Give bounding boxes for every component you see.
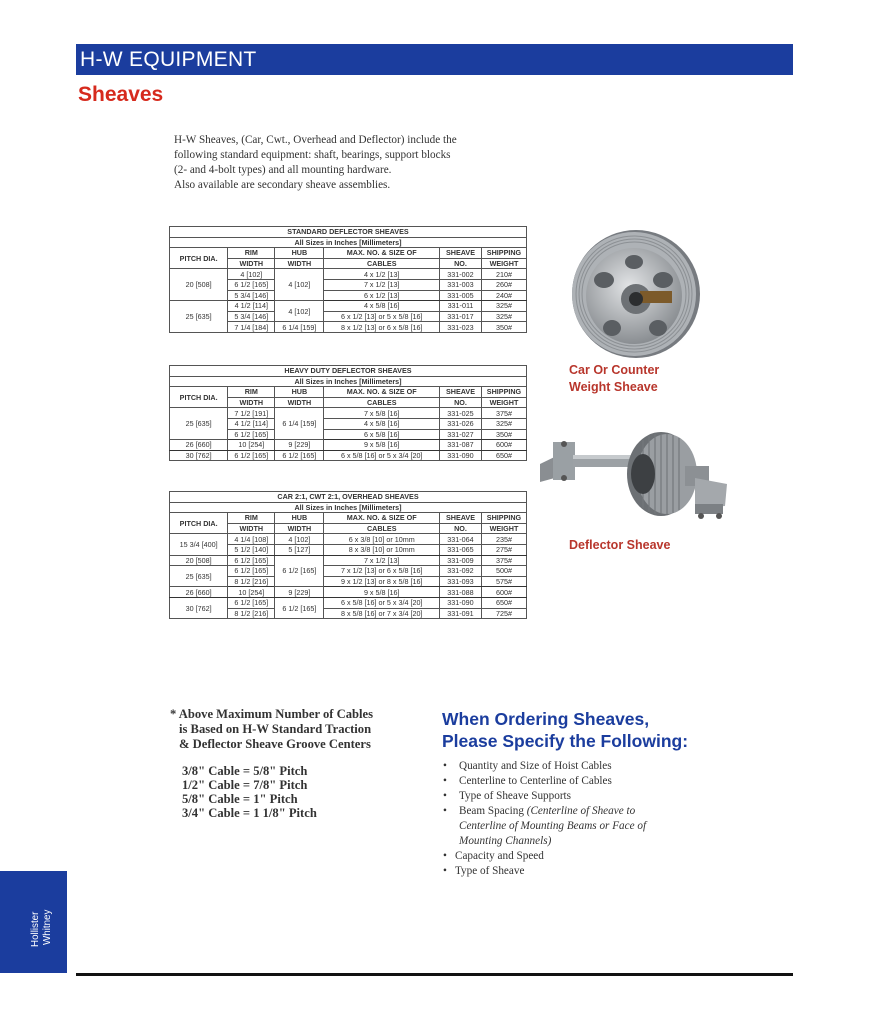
table-subtitle: All Sizes in Inches [Millimeters] bbox=[170, 237, 527, 248]
cell-cables: 7 x 1/2 [13] or 6 x 5/8 [16] bbox=[324, 566, 440, 577]
col-header-shipping-2: WEIGHT bbox=[481, 523, 526, 534]
cell-weight: 500# bbox=[481, 566, 526, 577]
col-header-shipping: SHIPPING bbox=[481, 513, 526, 524]
cell-cables: 9 x 5/8 [16] bbox=[324, 440, 440, 451]
cell-sheave-no: 331-009 bbox=[440, 555, 482, 566]
table-title: CAR 2:1, CWT 2:1, OVERHEAD SHEAVES bbox=[170, 492, 527, 503]
col-header-pitch: PITCH DIA. bbox=[170, 513, 228, 534]
deflector-sheave-image bbox=[535, 418, 730, 530]
car-cwt-overhead-table bbox=[169, 491, 527, 619]
cell-rim: 6 1/2 [165] bbox=[228, 555, 275, 566]
cell-sheave-no: 331-093 bbox=[440, 576, 482, 587]
list-item: • Capacity and Speed bbox=[442, 849, 646, 864]
col-header-shipping: SHIPPING bbox=[481, 387, 526, 398]
list-item: • Quantity and Size of Hoist Cables bbox=[442, 759, 646, 774]
cell-rim: 6 1/2 [165] bbox=[228, 450, 275, 461]
cell-weight: 600# bbox=[481, 587, 526, 598]
cell-pitch: 25 [635] bbox=[170, 566, 228, 587]
col-header-rim: RIM bbox=[228, 248, 275, 259]
cell-cables: 4 x 1/2 [13] bbox=[324, 269, 440, 280]
car-sheave-caption bbox=[569, 362, 659, 396]
col-header-hub: HUB bbox=[275, 387, 324, 398]
cell-weight: 325# bbox=[481, 418, 526, 429]
intro-line: Also available are secondary sheave assemblies. bbox=[174, 179, 391, 191]
cell-cables: 6 x 3/8 [10] or 10mm bbox=[324, 534, 440, 545]
list-item: • Centerline to Centerline of Cables bbox=[442, 774, 646, 789]
cell-sheave-no: 331-091 bbox=[440, 608, 482, 619]
ordering-list bbox=[442, 759, 646, 879]
list-item-detail: (Centerline of Sheave to bbox=[526, 805, 636, 817]
caption-line: Car Or Counter bbox=[569, 363, 660, 377]
cell-hub: 6 1/2 [165] bbox=[275, 597, 324, 618]
cell-weight: 240# bbox=[481, 290, 526, 301]
cell-hub: 4 [102] bbox=[275, 534, 324, 545]
cell-sheave-no: 331-090 bbox=[440, 450, 482, 461]
cell-cables: 7 x 5/8 [16] bbox=[324, 408, 440, 419]
cable-footnote bbox=[170, 707, 373, 752]
cell-weight: 600# bbox=[481, 440, 526, 451]
table-row bbox=[170, 301, 527, 312]
pitch-line: 3/8" Cable = 5/8" Pitch bbox=[182, 764, 308, 778]
col-header-pitch: PITCH DIA. bbox=[170, 387, 228, 408]
cell-rim: 4 1/2 [114] bbox=[228, 418, 275, 429]
cell-rim: 10 [254] bbox=[228, 587, 275, 598]
table-row bbox=[170, 566, 527, 577]
ordering-title-line: Please Specify the Following: bbox=[442, 731, 689, 751]
cell-rim: 6 1/2 [165] bbox=[228, 279, 275, 290]
cell-rim: 7 1/4 [184] bbox=[228, 322, 275, 333]
cell-weight: 260# bbox=[481, 279, 526, 290]
pitch-line: 1/2" Cable = 7/8" Pitch bbox=[182, 778, 308, 792]
cell-rim: 10 [254] bbox=[228, 440, 275, 451]
cell-cables: 7 x 1/2 [13] bbox=[324, 555, 440, 566]
cell-sheave-no: 331-003 bbox=[440, 279, 482, 290]
col-header-cables-2: CABLES bbox=[324, 523, 440, 534]
cell-hub: 6 1/2 [165] bbox=[275, 555, 324, 587]
cell-pitch: 15 3/4 [400] bbox=[170, 534, 228, 555]
col-header-pitch: PITCH DIA. bbox=[170, 248, 228, 269]
table-title: HEAVY DUTY DEFLECTOR SHEAVES bbox=[170, 366, 527, 377]
intro-paragraph bbox=[174, 133, 534, 193]
page-subtitle: Sheaves bbox=[78, 83, 164, 106]
cell-cables: 6 x 1/2 [13] bbox=[324, 290, 440, 301]
col-header-cables: MAX. NO. & SIZE OF bbox=[324, 248, 440, 259]
col-header-rim-2: WIDTH bbox=[228, 258, 275, 269]
table-row bbox=[170, 440, 527, 451]
list-item: • Type of Sheave bbox=[442, 864, 646, 879]
cell-weight: 350# bbox=[481, 429, 526, 440]
cell-sheave-no: 331-090 bbox=[440, 597, 482, 608]
cell-sheave-no: 331-026 bbox=[440, 418, 482, 429]
cell-sheave-no: 331-092 bbox=[440, 566, 482, 577]
cell-rim: 6 1/2 [165] bbox=[228, 566, 275, 577]
col-header-hub-2: WIDTH bbox=[275, 523, 324, 534]
list-item: • Type of Sheave Supports bbox=[442, 789, 646, 804]
col-header-rim: RIM bbox=[228, 387, 275, 398]
cell-hub: 4 [102] bbox=[275, 301, 324, 322]
col-header-sheave-2: NO. bbox=[440, 523, 482, 534]
cell-rim: 6 1/2 [165] bbox=[228, 429, 275, 440]
col-header-cables-2: CABLES bbox=[324, 397, 440, 408]
side-tab bbox=[0, 871, 67, 973]
ordering-title bbox=[442, 708, 688, 752]
cell-pitch: 26 [660] bbox=[170, 587, 228, 598]
cable-pitch-list bbox=[182, 764, 317, 820]
intro-line: (2- and 4-bolt types) and all mounting hardware. bbox=[174, 164, 392, 176]
cell-weight: 575# bbox=[481, 576, 526, 587]
ordering-title-line: When Ordering Sheaves, bbox=[442, 709, 650, 729]
cell-weight: 275# bbox=[481, 544, 526, 555]
cell-pitch: 26 [660] bbox=[170, 440, 228, 451]
col-header-sheave: SHEAVE bbox=[440, 513, 482, 524]
list-item: • Beam Spacing (Centerline of Sheave to bbox=[442, 804, 646, 819]
cell-sheave-no: 331-064 bbox=[440, 534, 482, 545]
cell-rim: 5 3/4 [146] bbox=[228, 290, 275, 301]
cell-weight: 650# bbox=[481, 450, 526, 461]
cell-hub: 6 1/4 [159] bbox=[275, 322, 324, 333]
col-header-rim-2: WIDTH bbox=[228, 523, 275, 534]
cell-weight: 650# bbox=[481, 597, 526, 608]
cell-pitch: 30 [762] bbox=[170, 450, 228, 461]
col-header-sheave-2: NO. bbox=[440, 258, 482, 269]
cell-rim: 8 1/2 [216] bbox=[228, 576, 275, 587]
header-bar bbox=[76, 44, 793, 75]
cell-rim: 4 [102] bbox=[228, 269, 275, 280]
cell-pitch: 25 [635] bbox=[170, 301, 228, 333]
cell-sheave-no: 331-088 bbox=[440, 587, 482, 598]
table-title: STANDARD DEFLECTOR SHEAVES bbox=[170, 227, 527, 238]
cell-weight: 375# bbox=[481, 408, 526, 419]
cell-cables: 8 x 5/8 [16] or 7 x 3/4 [20] bbox=[324, 608, 440, 619]
list-item-continuation: Mounting Channels) bbox=[459, 835, 552, 847]
cell-pitch: 20 [508] bbox=[170, 555, 228, 566]
col-header-hub-2: WIDTH bbox=[275, 258, 324, 269]
caption-line: Weight Sheave bbox=[569, 380, 658, 394]
cell-sheave-no: 331-002 bbox=[440, 269, 482, 280]
col-header-cables: MAX. NO. & SIZE OF bbox=[324, 513, 440, 524]
col-header-rim-2: WIDTH bbox=[228, 397, 275, 408]
footnote-line: is Based on H-W Standard Traction bbox=[179, 722, 372, 736]
cell-pitch: 20 [508] bbox=[170, 269, 228, 301]
cell-pitch: 25 [635] bbox=[170, 408, 228, 440]
col-header-cables: MAX. NO. & SIZE OF bbox=[324, 387, 440, 398]
table-subtitle: All Sizes in Inches [Millimeters] bbox=[170, 376, 527, 387]
cell-sheave-no: 331-087 bbox=[440, 440, 482, 451]
col-header-cables-2: CABLES bbox=[324, 258, 440, 269]
cell-hub: 9 [229] bbox=[275, 587, 324, 598]
cell-cables: 6 x 5/8 [16] or 5 x 3/4 [20] bbox=[324, 597, 440, 608]
cell-sheave-no: 331-025 bbox=[440, 408, 482, 419]
cell-cables: 9 x 1/2 [13] or 8 x 5/8 [16] bbox=[324, 576, 440, 587]
col-header-sheave: SHEAVE bbox=[440, 248, 482, 259]
cell-cables: 6 x 5/8 [16] bbox=[324, 429, 440, 440]
cell-weight: 325# bbox=[481, 301, 526, 312]
col-header-shipping-2: WEIGHT bbox=[481, 258, 526, 269]
cell-cables: 4 x 5/8 [16] bbox=[324, 301, 440, 312]
col-header-sheave: SHEAVE bbox=[440, 387, 482, 398]
cell-weight: 375# bbox=[481, 555, 526, 566]
cell-cables: 6 x 1/2 [13] or 5 x 5/8 [16] bbox=[324, 311, 440, 322]
cell-cables: 7 x 1/2 [13] bbox=[324, 279, 440, 290]
cell-sheave-no: 331-027 bbox=[440, 429, 482, 440]
intro-line: H-W Sheaves, (Car, Cwt., Overhead and Deflector) include the bbox=[174, 134, 457, 146]
cell-rim: 5 1/2 [140] bbox=[228, 544, 275, 555]
cell-weight: 350# bbox=[481, 322, 526, 333]
cell-hub: 5 [127] bbox=[275, 544, 324, 555]
table-row bbox=[170, 555, 527, 566]
col-header-hub-2: WIDTH bbox=[275, 397, 324, 408]
cell-rim: 8 1/2 [216] bbox=[228, 608, 275, 619]
car-sheave-image bbox=[566, 226, 702, 362]
pitch-line: 3/4" Cable = 1 1/8" Pitch bbox=[182, 806, 317, 820]
col-header-hub: HUB bbox=[275, 513, 324, 524]
table-row bbox=[170, 408, 527, 419]
cell-cables: 4 x 5/8 [16] bbox=[324, 418, 440, 429]
table-subtitle: All Sizes in Inches [Millimeters] bbox=[170, 502, 527, 513]
cell-sheave-no: 331-011 bbox=[440, 301, 482, 312]
list-item-continuation: Centerline of Mounting Beams or Face of bbox=[459, 820, 647, 832]
heavy-duty-deflector-table bbox=[169, 365, 527, 461]
cell-rim: 4 1/2 [114] bbox=[228, 301, 275, 312]
cell-sheave-no: 331-017 bbox=[440, 311, 482, 322]
cell-rim: 7 1/2 [191] bbox=[228, 408, 275, 419]
side-tab-line: Whitney bbox=[42, 909, 53, 945]
cell-rim: 6 1/2 [165] bbox=[228, 597, 275, 608]
col-header-shipping: SHIPPING bbox=[481, 248, 526, 259]
cell-hub: 4 [102] bbox=[275, 269, 324, 301]
cell-hub: 6 1/2 [165] bbox=[275, 450, 324, 461]
cell-cables: 6 x 5/8 [16] or 5 x 3/4 [20] bbox=[324, 450, 440, 461]
cell-weight: 235# bbox=[481, 534, 526, 545]
table-row bbox=[170, 597, 527, 608]
intro-line: following standard equipment: shaft, bearings, support blocks bbox=[174, 149, 451, 161]
cell-cables: 9 x 5/8 [16] bbox=[324, 587, 440, 598]
cell-weight: 725# bbox=[481, 608, 526, 619]
cell-pitch: 30 [762] bbox=[170, 597, 228, 618]
deflector-sheave-caption: Deflector Sheave bbox=[569, 538, 671, 552]
cell-hub: 9 [229] bbox=[275, 440, 324, 451]
col-header-shipping-2: WEIGHT bbox=[481, 397, 526, 408]
table-row bbox=[170, 587, 527, 598]
col-header-sheave-2: NO. bbox=[440, 397, 482, 408]
table-row bbox=[170, 534, 527, 545]
table-row bbox=[170, 450, 527, 461]
cell-sheave-no: 331-065 bbox=[440, 544, 482, 555]
cell-sheave-no: 331-023 bbox=[440, 322, 482, 333]
cell-weight: 325# bbox=[481, 311, 526, 322]
col-header-rim: RIM bbox=[228, 513, 275, 524]
cell-cables: 8 x 1/2 [13] or 6 x 5/8 [16] bbox=[324, 322, 440, 333]
side-tab-line: Hollister bbox=[30, 911, 41, 947]
header-title: H-W EQUIPMENT bbox=[80, 48, 257, 71]
cell-cables: 8 x 3/8 [10] or 10mm bbox=[324, 544, 440, 555]
pitch-line: 5/8" Cable = 1" Pitch bbox=[182, 792, 298, 806]
cell-weight: 210# bbox=[481, 269, 526, 280]
footnote-line: & Deflector Sheave Groove Centers bbox=[179, 737, 371, 751]
col-header-hub: HUB bbox=[275, 248, 324, 259]
bottom-rule bbox=[76, 973, 793, 976]
standard-deflector-table bbox=[169, 226, 527, 333]
footnote-line: * Above Maximum Number of Cables bbox=[170, 707, 374, 721]
cell-hub: 6 1/4 [159] bbox=[275, 408, 324, 440]
cell-rim: 5 3/4 [146] bbox=[228, 311, 275, 322]
table-row bbox=[170, 269, 527, 280]
cell-rim: 4 1/4 [108] bbox=[228, 534, 275, 545]
cell-sheave-no: 331-005 bbox=[440, 290, 482, 301]
